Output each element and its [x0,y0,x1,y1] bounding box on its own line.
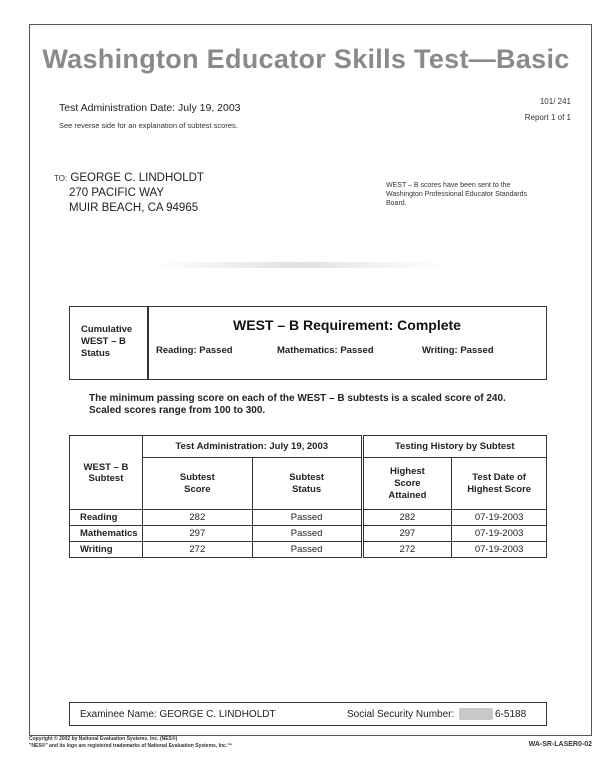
scan-smudge [150,262,450,268]
highest-score-date: 07-19-2003 [452,526,547,542]
minimum-passing-line2: Scaled scores range from 100 to 300. [89,405,266,416]
subtest-score: 282 [142,510,252,526]
ssn-redaction [459,708,493,720]
subtest-name: Writing [70,542,143,558]
mathematics-status: Mathematics: Passed [277,345,374,356]
admin-header: Test Administration: July 19, 2003 [142,436,362,458]
highest-score: 272 [362,542,452,558]
score-header: Subtest Score [142,458,252,510]
examinee-name: Examinee Name: GEORGE C. LINDHOLDT [80,709,276,720]
subtest-header: WEST – B Subtest [70,436,143,510]
recipient-street: 270 PACIFIC WAY [69,187,165,199]
mailing-address [54,171,204,216]
scores-table [69,435,547,558]
subtest-status: Passed [252,542,362,558]
recipient-city: MUIR BEACH, CA 94965 [69,202,199,214]
subtest-status: Passed [252,526,362,542]
scores-sent-note: WEST – B scores have been sent to the Washington Professional Educator Standards Board. [386,182,527,207]
report-title: Washington Educator Skills Test—Basic [42,44,570,74]
history-header: Testing History by Subtest [362,436,546,458]
subtest-score: 297 [142,526,252,542]
recipient-name: GEORGE C. LINDHOLDT [70,172,204,184]
highest-score-date: 07-19-2003 [452,542,547,558]
copyright-line1: Copyright © 2002 by National Evaluation Systems, Inc. (NES®) [29,736,178,742]
explanation-note: See reverse side for an explanation of subtest scores. [59,121,238,130]
copyright-notice [29,736,232,750]
copyright-line2: "NES®" and its logo are registered trademarks of National Evaluation Systems, Inc.™ [29,743,233,749]
requirement-title: WEST – B Requirement: Complete [233,317,461,333]
subtest-status: Passed [252,510,362,526]
report-count: Report 1 of 1 [524,113,571,122]
table-row [70,510,547,526]
table-row [70,526,547,542]
status-label: Cumulative WEST – B Status [81,324,133,359]
highest-header: Highest Score Attained [362,458,452,510]
subtest-name: Reading [70,510,143,526]
administration-date: Test Administration Date: July 19, 2003 [59,102,241,114]
table-row [70,542,547,558]
status-header: Subtest Status [252,458,362,510]
highest-score: 282 [362,510,452,526]
writing-status: Writing: Passed [422,345,494,356]
subtest-score: 272 [142,542,252,558]
subtest-name: Mathematics [70,526,143,542]
form-code: WA-SR-LASER0-02 [528,741,592,748]
reading-status: Reading: Passed [156,345,233,356]
minimum-passing-line1: The minimum passing score on each of the WEST – B subtests is a scaled score of 240. [89,393,506,404]
minimum-passing-note [89,393,549,417]
cumulative-status-box [69,306,547,380]
ssn-label: Social Security Number: [347,709,455,720]
ssn-visible-digits: 6-5188 [495,709,527,720]
date-header: Test Date of Highest Score [452,458,547,510]
page-border [29,24,592,736]
examinee-box [69,702,547,726]
highest-score-date: 07-19-2003 [452,510,547,526]
page-code: 101/ 241 [539,97,571,106]
highest-score: 297 [362,526,452,542]
to-label: TO: [54,174,68,183]
table-header-row [70,436,547,458]
